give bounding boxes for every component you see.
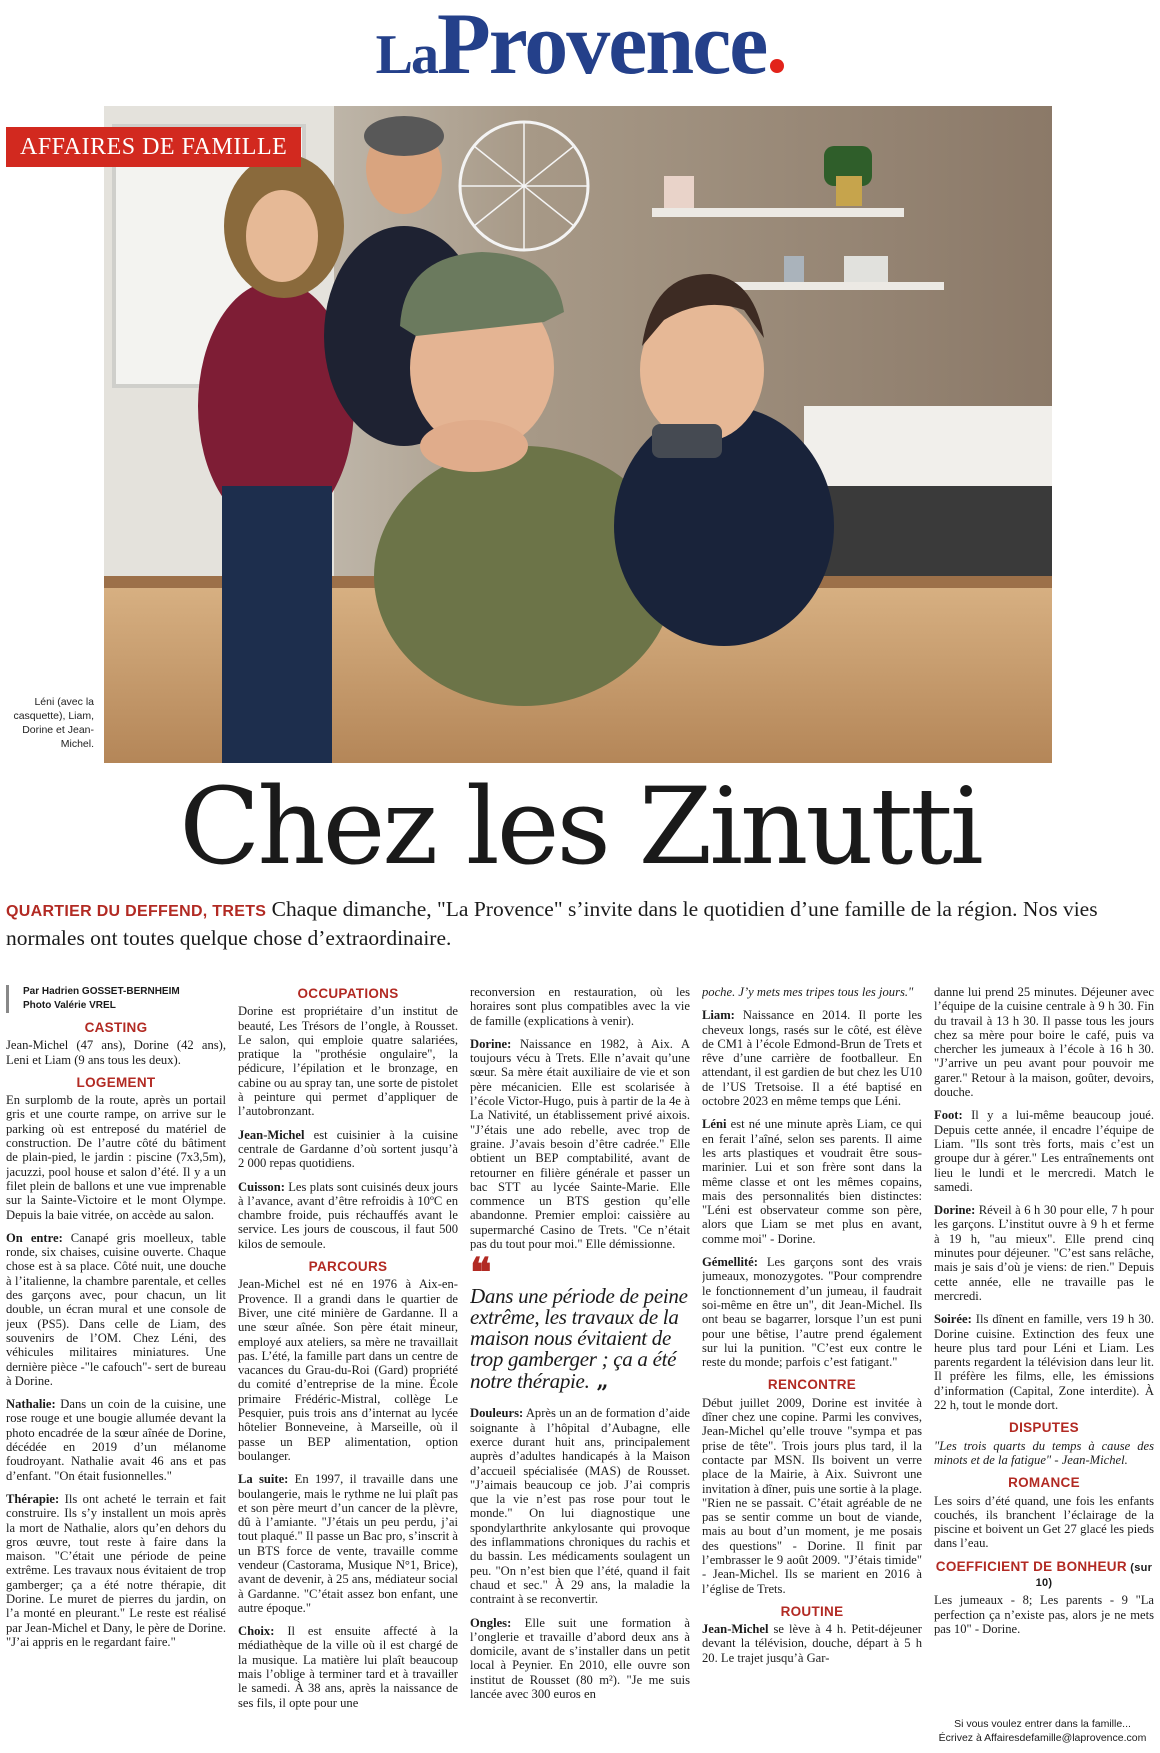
- paragraph-poche: poche. J’y mets mes tripes tous les jours.": [702, 985, 914, 999]
- paragraph-soiree: Soirée: Ils dînent en famille, vers 19 h 30. Dorine cuisine. Extinction des feux une heure plus tard pour Léni et Liam. Les parents regardent la télévision dans leur lit. Il préfère les films, elle, les émissions d’information (Capital, Zone interdite). À 22 h, tout le monde dort.: [934, 1312, 1154, 1413]
- section-heading-disputes: DISPUTES: [1009, 1420, 1079, 1436]
- section-heading-rencontre: RENCONTRE: [767, 1377, 857, 1393]
- paragraph-douleurs: Douleurs: Après un an de formation d’aide soignante à l’hôpital d’Aubagne, elle exerce durant huit ans, principalement auprès d’adultes handicapés à la Maison d’accueil spécialisée (MAS) de Rousset. "J’aimais beaucoup ce job. J’ai compris que la vie n’est pas rose pour tout le monde." On lui diagnostique une spondylarthrite ankylosante qui provoque des inflammations chroniques du rachis et du bassin. Les médicaments soulagent un peu. "On n’est bien que l’été, quand il fait chaud et sec." À 29 ans, la maladie la contraint à se reconvertir.: [470, 1406, 690, 1607]
- byline-author: Par Hadrien GOSSET-BERNHEIM: [23, 986, 180, 997]
- paragraph-parcours: Jean-Michel est né en 1976 à Aix-en-Provence. Il a grandi dans le quartier de Biver, une cité minière de Gardanne. Il a une sœur aînée. Son père était mineur, employé aux ateliers, sa mère ne travaillait pas. L’été, la famille part dans un centre de vacances du Grau-du-Roi (Gard) propriété du comité d’entreprise de la mine. École primaire Frédéric-Mistral, collège Le Pesquier, puis trois ans d’internat au lycée hôtelier Bonneveine, à Marseille, où il passe un BEP alimentation, option boulanger.: [238, 1277, 458, 1463]
- section-kicker: AFFAIRES DE FAMILLE: [6, 127, 301, 167]
- masthead: [0, 0, 1160, 96]
- byline: [6, 985, 226, 1013]
- paragraph-leni: Léni est né une minute après Liam, ce qui en ferait l’aîné, selon ses parents. Il aime les arts plastiques et voudrait être sous-marinier. Lui et son frère sont dans la même classe et ont les mêmes copains, mais des personnalités bien distinctes: "Léni est observateur comme son père, alors que Liam se met plus en avant, comme moi" - Dorine.: [702, 1117, 922, 1246]
- standfirst-location: QUARTIER DU DEFFEND, TRETS: [6, 903, 267, 920]
- section-heading-coefficient: COEFFICIENT DE BONHEUR (sur 10): [935, 1558, 1153, 1589]
- paragraph-gemellite: Gémellité: Les garçons sont des vrais jumeaux, monozygotes. "Pour comprendre le fonctionnement d’un jumeau, il faudrait soi-même en être un", dit Jean-Michel. Ils ont beau se bagarrer, lorsque l’un est puni pour une bêtise, l’autre prend également sur lui la punition. "C’est eux contre le reste du monde; parfois c’est fatigant.": [702, 1255, 922, 1370]
- section-heading-casting: CASTING: [84, 1020, 148, 1035]
- paragraph-entree: On entre: Canapé gris moelleux, table ronde, six chaises, cuisine ouverte. Chaque chose est à sa place. Côté nuit, une douche à l’italienne, la chambre parentale, et celles des garçons avec, pour chacun, un lit double, un écran mural et une console de jeux (PS5). Dans celle de Liam, des souvenirs de l’OM. Chez Léni, des véhicules militaires miniatures. Une dernière pièce -"le cafouch"- sert de bureau à Dorine.: [6, 1230, 226, 1388]
- column-2: [238, 985, 458, 1745]
- paragraph-occupations: Dorine est propriétaire d’un institut de beauté, Les Trésors de l’ongle, à Rousset. Le salon, qui emploie quatre salariées, pratique la "prothésie ongulaire", la pédicure, l’épilation et le bronzage, en cabine ou au spray tan, une sorte de pistolet à peinture qui permet d’appliquer de l’autobronzant.: [238, 1004, 458, 1119]
- column-1: [6, 985, 226, 1745]
- section-heading-logement: LOGEMENT: [76, 1074, 156, 1090]
- paragraph-ongles: Ongles: Elle suit une formation à l’onglerie et travaille d’abord deux ans à domicile, avant de s’installer dans un petit local à Peynier. En 2010, elle ouvre son institut de Rousset (80 m²). "Je me suis lancée avec 300 euros en: [470, 1615, 690, 1701]
- section-heading-routine: ROUTINE: [780, 1603, 844, 1619]
- section-heading-occupations: OCCUPATIONS: [297, 986, 399, 1001]
- byline-photo: Photo Valérie VREL: [23, 1000, 116, 1011]
- paragraph-routine: Jean-Michel se lève à 4 h. Petit-déjeuner devant la télévision, douche, départ à 5 h 20. Le trajet jusqu’à Gar-: [702, 1622, 922, 1665]
- paragraph-disputes: "Les trois quarts du temps à cause des minots et de la fatigue" - Jean-Michel.: [934, 1438, 1154, 1467]
- paragraph-coefficient: Les jumeaux - 8; Les parents - 9 "La perfection ça n’existe pas, alors je ne mets pas 10" - Dorine.: [934, 1593, 1154, 1636]
- section-heading-parcours: PARCOURS: [308, 1259, 388, 1275]
- paragraph-dorine-routine: Dorine: Réveil à 6 h 30 pour elle, 7 h pour les garçons. L’institut ouvre à 9 h et ferme à 19 h, "au mieux". Elle prend cinq minutes pour déjeuner. "C’est sans relâche, mais je sais d’où je viens: de rien." Depuis cette année, elle ne travaille pas le mercredi.: [934, 1203, 1154, 1303]
- headline: Chez les Zinutti: [179, 765, 981, 888]
- family-photo: [104, 106, 1052, 763]
- masthead-logo: LaProvence: [376, 0, 785, 95]
- contact-note: [935, 1717, 1150, 1745]
- paragraph-reconversion: reconversion en restauration, où les horaires sont plus compatibles avec la vie de famille (explications à venir).: [470, 985, 690, 1028]
- paragraph-suite: La suite: En 1997, il travaille dans une boulangerie, mais le rythme ne lui plaît pas et son père meurt d’un cancer de la plèvre, dû à l’amiante. "J’étais un peu perdu, j’ai tout plaqué." Il passe un Bac pro, s’inscrit à un BTS force de vente, travaille comme vendeur (Castorama, Musique N°1, Brice), avant de devenir, à 25 ans, médiateur social à Gardanne. "C’était assez bon enfant, une autre époque.": [238, 1472, 458, 1615]
- contact-email[interactable]: Écrivez à Affairesdefamille@laprovence.com: [938, 1732, 1147, 1744]
- section-heading-romance: ROMANCE: [1008, 1475, 1080, 1491]
- paragraph-choix: Choix: Il est ensuite affecté à la médiathèque de la ville où il est chargé de la musique. La matière lui plaît beaucoup mais l’oblige à terminer tard et à travailler le samedi. À 38 ans, après la naissance de ses fils, il opte pour une: [238, 1624, 458, 1710]
- column-3: [470, 985, 690, 1745]
- paragraph-rencontre: Début juillet 2009, Dorine est invitée à dîner chez une copine. Parmi les convives, Jean-Michel qu’elle trouve "sympa et pas prise de tête". Trois jours plus tard, il la contacte par MSN. Ils boivent un verre place de la Mairie, à Aix. Suivront une invitation à dîner, puis une sortie à la plage. "Rien ne se passait. C’était agréable de ne pas se sentir comme un bout de viande, mais au bout d’un moment, je me posais des questions" - Dorine. Il finit par l’embrasser le 9 août 2009. "J’étais timide" - Jean-Michel. Ils se marient en 2016 à l’église de Trets.: [702, 1395, 922, 1596]
- photo-caption: Léni (avec la casquette), Liam, Dorine et Jean-Michel.: [13, 696, 94, 750]
- paragraph-logement: En surplomb de la route, après un portail gris et une courte rampe, on arrive sur le parking où est entreposé du matériel de construction. De l’autre côté du bâtiment de plain-pied, le jardin : piscine (7x3,5m), jacuzzi, pool house et salon d’été. Il y a un filet plein de ballons et une vue imprenable sur la Sainte-Victoire et le mont Olympe. Depuis la baie vitrée, on accède au salon.: [6, 1093, 226, 1222]
- paragraph-foot: Foot: Il y a lui-même beaucoup joué. Depuis cette année, il encadre l’équipe de Liam. "Ils sont très forts, mais c’est un groupe dur à gérer." Les entraînements ont lieu le lundi et le mercredi. Match le samedi.: [934, 1108, 1154, 1194]
- paragraph-therapie: Thérapie: Ils ont acheté le terrain et fait construire. Ils s’y installent un mois après la mort de Nathalie, alors qu’en dehors du gros œuvre, tout reste à faire dans la maison. "C’était une période de peine extrême. Les travaux nous évitaient de trop gamberger; ça a été notre thérapie, dit Dorine. Le muret de pierres du jardin, on l’a monté en pleurant." Le reste est réalisé par Jean-Michel et Dany, le père de Dorine. "J’ai appris en le regardant faire.": [6, 1491, 226, 1649]
- pull-quote: [470, 1249, 690, 1394]
- paragraph-liam: Liam: Naissance en 2014. Il porte les cheveux longs, rasés sur le côté, est élève de CM1 à l’école Edmond-Brun de Trets et rêve d’une carrière de footballeur. En attendant, il est gardien de but chez les U10 de l’US Tretsoise. Il a été baptisé en octobre 2023 en même temps que Léni.: [702, 1008, 922, 1109]
- column-5: [934, 985, 1154, 1745]
- paragraph-trajet: danne lui prend 25 minutes. Déjeuner avec l’équipe de la cuisine centrale à 9 h 30. Fin du travail à 13 h 30. Il passe tous les jours chez sa mère pour boire le café, puis va chercher les jumeaux à l’école à 16 h 30. "J’arrive un peu avant pour pouvoir me garer." Retour à la maison, goûter, devoirs, douche.: [934, 985, 1154, 1100]
- paragraph-romance: Les soirs d’été quand, une fois les enfants couchés, ils branchent l’éclairage de la piscine et boivent un Get 27 glacé les pieds dans l’eau.: [934, 1493, 1154, 1551]
- contact-line-1: Si vous voulez entrer dans la famille...: [954, 1718, 1131, 1730]
- pull-quote-text: Dans une période de peine extrême, les travaux de la maison nous évitaient de trop gamberger ; ça a été notre thérapie. „: [470, 1284, 688, 1394]
- column-4: [702, 985, 922, 1745]
- paragraph-cuisson: Cuisson: Les plats sont cuisinés deux jours à l’avance, avant d’être refroidis à 10ºC en chambre froide, puis réchauffés avant le service. Les jours de couscous, il faut 500 kilos de semoule.: [238, 1179, 458, 1251]
- standfirst-text: Chaque dimanche, "La Provence" s’invite dans le quotidien d’une famille de la région. Nos vies normales ont toutes quelque chose d’extraordinaire.: [6, 897, 1098, 950]
- paragraph-nathalie: Nathalie: Dans un coin de la cuisine, une rose rouge et une bougie allumée devant la photo encadrée de la sœur aînée de Dorine, décédée en 2019 d’un mélanome foudroyant. Nathalie avait 46 ans et pas d’enfant. "On était fusionnelles.": [6, 1397, 226, 1483]
- paragraph-dorine-bio: Dorine: Naissance en 1982, à Aix. A toujours vécu à Trets. Elle n’avait qu’une sœur. Sa mère était auxiliaire de vie et son père mécanicien. Elle est scolarisée à l’école Victor-Hugo, puis à partir de la 4e à La Nativité, un établissement privé aixois. "J’étais une ado rebelle, avec trop de graine. J’avais besoin d’être cadrée." Elle obtient un BEP comptabilité, avant de retourner en filière générale et passer un bac STT au lycée Sainte-Marie. Elle commence un BTS gestion qu’elle abandonne. Premier emploi: caissière au supermarché Casino de Trets. "Ce n’était pas du tout pour moi." Elle démissionne.: [470, 1036, 690, 1252]
- paragraph-jean-michel: Jean-Michel est cuisinier à la cuisine centrale de Gardanne d’où sortent jusqu’à 2 000 repas quotidiens.: [238, 1127, 458, 1171]
- paragraph-casting: Jean-Michel (47 ans), Dorine (42 ans), Leni et Liam (9 ans tous les deux).: [6, 1038, 226, 1067]
- standfirst: [6, 896, 1136, 952]
- quote-mark-icon: ❝: [470, 1249, 492, 1297]
